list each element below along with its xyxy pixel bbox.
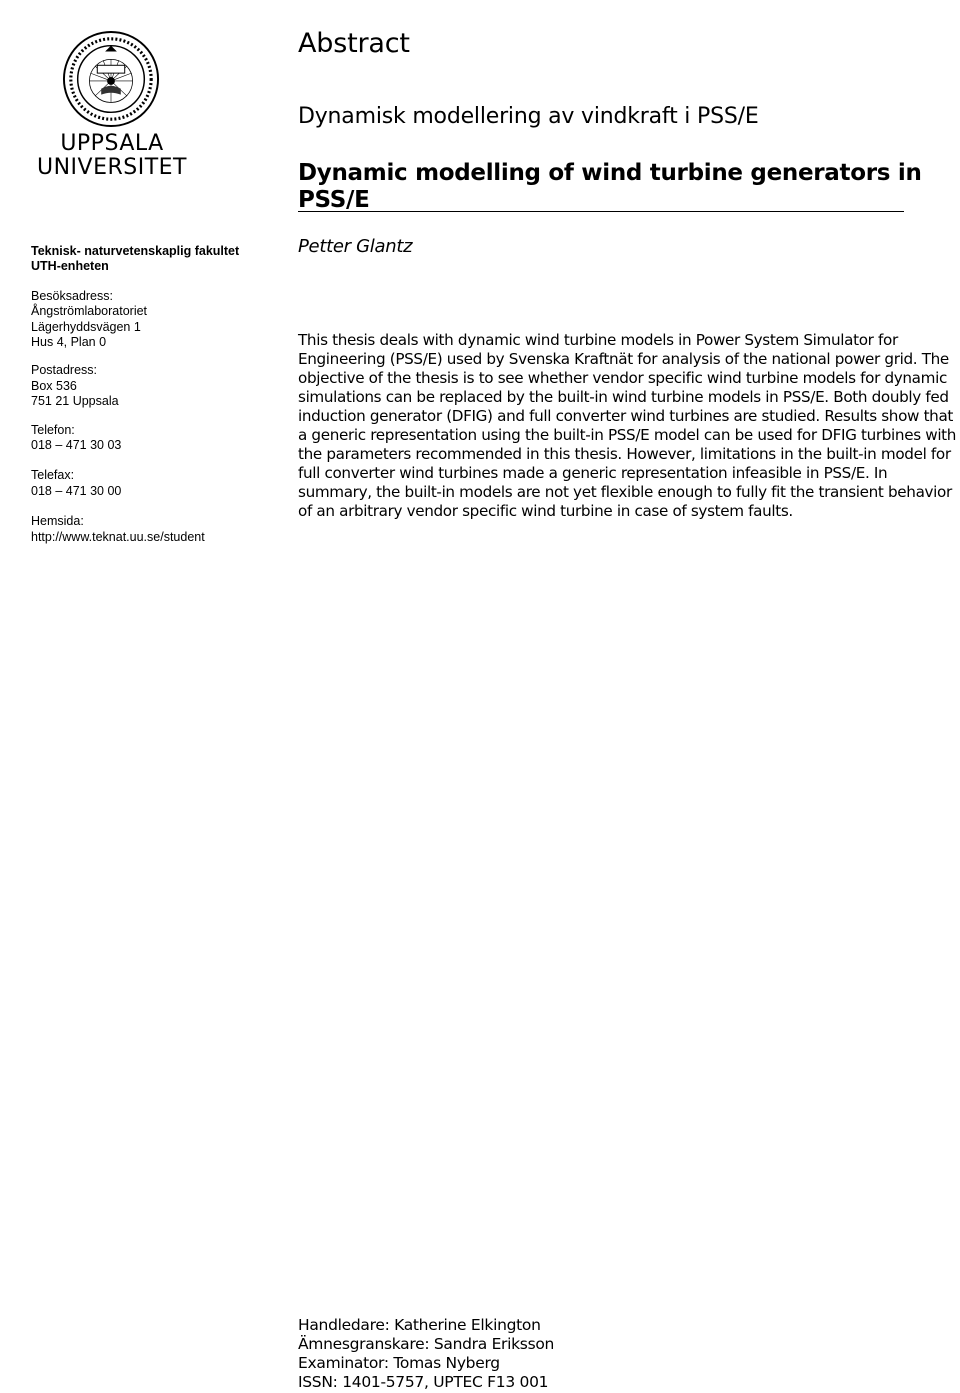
- fax: Telefax: 018 – 471 30 00: [31, 468, 122, 498]
- contact-sidebar: [31, 244, 271, 558]
- supervisor: Handledare: Katherine Elkington: [298, 1316, 541, 1334]
- university-logo: [34, 30, 190, 180]
- title-swedish: Dynamisk modellering av vindkraft i PSS/E: [298, 104, 759, 129]
- visit-address: Besöksadress: Ångströmlaboratoriet Lägerhyddsvägen 1 Hus 4, Plan 0: [31, 288, 148, 350]
- faculty-name: Teknisk- naturvetenskaplig fakultet UTH-enheten: [31, 244, 240, 274]
- abstract-body: This thesis deals with dynamic wind turbine models in Power System Simulator for Engineering (PSS/E) used by Svenska Kraftnät for analysis of the national power grid. The objective of the thesis is to see whether vendor specific wind turbine models for dynamic simulations can be replaced by the built-in wind turbine models in PSS/E. Both doubly fed induction generator (DFIG) and full converter wind turbines are studied. Results show that a generic representation using the built-in PSS/E model can be used for DFIG turbines with the parameters recommended in this thesis. However, limitations in the built-in model for full converter wind turbines made a generic representation infeasible in PSS/E. In summary, the built-in models are not yet flexible enough to fully fit the transient behavior of an arbitrary vendor specific wind turbine in case of system faults.: [298, 331, 957, 520]
- university-name-line2: UNIVERSITET: [36, 155, 187, 180]
- university-name-line1: UPPSALA: [60, 131, 164, 156]
- subject-reviewer: Ämnesgranskare: Sandra Eriksson: [298, 1335, 555, 1353]
- university-seal-icon: [62, 30, 160, 128]
- postal-address: Postadress: Box 536 751 21 Uppsala: [31, 363, 119, 409]
- abstract-heading: Abstract: [298, 28, 410, 59]
- title-english: Dynamic modelling of wind turbine generators in PSS/E: [298, 160, 922, 213]
- issn: ISSN: 1401-5757, UPTEC F13 001: [298, 1373, 549, 1391]
- phone: Telefon: 018 – 471 30 03: [31, 422, 122, 453]
- examiner: Examinator: Tomas Nyberg: [298, 1354, 500, 1372]
- author-name: Petter Glantz: [298, 236, 413, 257]
- website: Hemsida: http://www.teknat.uu.se/student: [31, 514, 271, 545]
- thesis-footer: [298, 1316, 898, 1392]
- title-underline: [298, 211, 904, 212]
- website-link[interactable]: http://www.teknat.uu.se/student: [31, 529, 205, 544]
